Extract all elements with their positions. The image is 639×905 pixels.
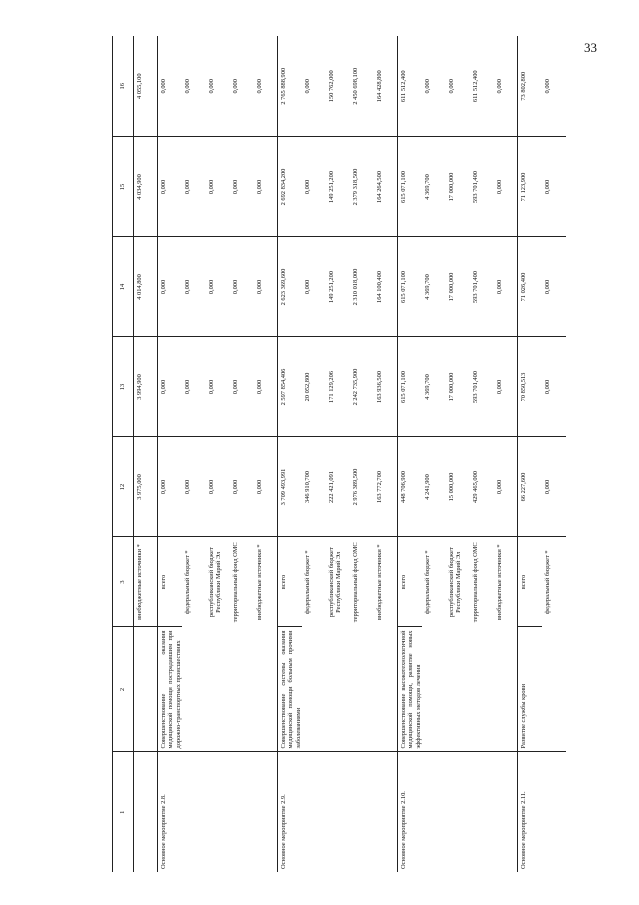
amount-cell: 17 000,000: [446, 137, 470, 237]
amount-cell: 0,000: [542, 237, 566, 337]
amount-cell: 0,000: [182, 337, 206, 437]
amount-cell: 66 227,600: [518, 437, 542, 537]
amount-cell: 615 071,100: [398, 237, 422, 337]
measure-title: Совершенствование системы оказания медицинской помощи больным прочими заболеваниями: [278, 627, 398, 752]
measure-title: Развитие службы крови: [518, 627, 566, 752]
amount-cell: 222 421,091: [326, 437, 350, 537]
amount-cell: 15 000,000: [446, 437, 470, 537]
amount-cell: 0,000: [158, 137, 182, 237]
amount-cell: 164 428,800: [374, 36, 398, 137]
amount-cell: 150 762,000: [326, 36, 350, 137]
amount-cell: 73 802,800: [518, 36, 542, 137]
amount-cell: 2 976 389,500: [350, 437, 374, 537]
amount-cell: 4 369,700: [422, 337, 446, 437]
amount-cell: 149 251,200: [326, 237, 350, 337]
measure-code: [134, 752, 158, 872]
amount-cell: 0,000: [206, 237, 230, 337]
measure-code: Основное мероприятие 2.8.: [158, 752, 278, 872]
amount-cell: 0,000: [206, 337, 230, 437]
amount-cell: 0,000: [542, 337, 566, 437]
amount-cell: 0,000: [230, 237, 254, 337]
col-header-15: 15: [113, 137, 134, 237]
rotated-table-container: [112, 36, 551, 872]
funding-source: внебюджетные источники *: [255, 544, 263, 621]
measure-code: Основное мероприятие 2.9.: [278, 752, 398, 872]
amount-cell: 0,000: [230, 36, 254, 137]
amount-cell: 0,000: [206, 137, 230, 237]
page-number: 33: [584, 40, 597, 55]
amount-cell: 71 123,900: [518, 137, 542, 237]
funding-source: внебюджетные источники *: [134, 537, 158, 627]
amount-cell: 17 000,000: [446, 337, 470, 437]
funding-source: республиканский бюджет Республики Марий Эл: [207, 547, 222, 618]
amount-cell: 4 055,100: [134, 36, 158, 137]
measure-title: Совершенствование высокотехнологичной медицинской помощи, развитие новых эффективных методов лечения: [398, 627, 518, 752]
funding-source: федеральный бюджет *: [423, 550, 431, 615]
amount-cell: 0,000: [206, 36, 230, 137]
table-row: [278, 36, 302, 872]
measure-code: Основное мероприятие 2.10.: [398, 752, 518, 872]
amount-cell: 3 994,900: [134, 337, 158, 437]
funding-source: всего: [398, 537, 422, 627]
amount-cell: 0,000: [254, 337, 278, 437]
measure-code: Основное мероприятие 2.11.: [518, 752, 566, 872]
funding-source: всего: [278, 537, 302, 627]
amount-cell: 163 772,700: [374, 437, 398, 537]
amount-cell: 4 369,700: [422, 137, 446, 237]
amount-cell: 0,000: [254, 137, 278, 237]
amount-cell: 163 936,500: [374, 337, 398, 437]
amount-cell: 448 706,900: [398, 437, 422, 537]
funding-source: всего: [518, 537, 542, 627]
funding-source: всего: [158, 537, 182, 627]
amount-cell: 593 701,400: [470, 237, 494, 337]
table-row: [134, 36, 158, 872]
amount-cell: 71 026,400: [518, 237, 542, 337]
amount-cell: 2 623 369,600: [278, 237, 302, 337]
col-header-3: 3: [113, 537, 134, 627]
amount-cell: 2 692 834,200: [278, 137, 302, 237]
header-row: [113, 36, 134, 872]
amount-cell: 164 264,500: [374, 137, 398, 237]
amount-cell: 0,000: [302, 36, 326, 137]
amount-cell: 4 034,900: [134, 137, 158, 237]
amount-cell: 0,000: [230, 437, 254, 537]
amount-cell: 2 597 854,406: [278, 337, 302, 437]
amount-cell: 2 310 018,000: [350, 237, 374, 337]
amount-cell: 17 000,000: [446, 237, 470, 337]
amount-cell: 0,000: [158, 437, 182, 537]
amount-cell: 0,000: [254, 36, 278, 137]
amount-cell: 20 052,800: [302, 337, 326, 437]
amount-cell: 0,000: [254, 237, 278, 337]
amount-cell: 0,000: [158, 237, 182, 337]
amount-cell: 0,000: [494, 337, 518, 437]
amount-cell: 2 379 318,500: [350, 137, 374, 237]
amount-cell: 615 071,100: [398, 337, 422, 437]
amount-cell: 611 512,400: [398, 36, 422, 137]
col-header-16: 16: [113, 36, 134, 137]
funding-source: территориальный фонд ОМС: [471, 542, 479, 623]
amount-cell: 0,000: [158, 337, 182, 437]
amount-cell: 0,000: [254, 437, 278, 537]
amount-cell: 0,000: [302, 137, 326, 237]
amount-cell: 2 242 735,900: [350, 337, 374, 437]
amount-cell: 429 465,000: [470, 437, 494, 537]
amount-cell: 0,000: [542, 36, 566, 137]
amount-cell: 0,000: [182, 137, 206, 237]
amount-cell: 3 709 493,991: [278, 437, 302, 537]
amount-cell: 2 765 888,900: [278, 36, 302, 137]
col-header-12: 12: [113, 437, 134, 537]
amount-cell: 70 850,513: [518, 337, 542, 437]
funding-source: территориальный фонд ОМС: [351, 542, 359, 623]
amount-cell: 4 241,900: [422, 437, 446, 537]
amount-cell: 593 701,400: [470, 137, 494, 237]
amount-cell: 0,000: [302, 237, 326, 337]
amount-cell: 0,000: [182, 437, 206, 537]
measure-title: [134, 627, 158, 752]
amount-cell: 164 100,400: [374, 237, 398, 337]
amount-cell: 593 701,400: [470, 337, 494, 437]
amount-cell: 0,000: [158, 36, 182, 137]
amount-cell: 149 251,200: [326, 137, 350, 237]
amount-cell: 0,000: [494, 437, 518, 537]
amount-cell: 0,000: [230, 137, 254, 237]
amount-cell: 615 071,100: [398, 137, 422, 237]
table-row: [398, 36, 422, 872]
funding-source: внебюджетные источники *: [495, 544, 503, 621]
amount-cell: 0,000: [182, 36, 206, 137]
amount-cell: 3 975,000: [134, 437, 158, 537]
funding-source: федеральный бюджет *: [543, 550, 551, 615]
table-row: [518, 36, 542, 872]
amount-cell: 0,000: [446, 36, 470, 137]
col-header-14: 14: [113, 237, 134, 337]
amount-cell: 4 014,800: [134, 237, 158, 337]
col-header-2: 2: [113, 627, 134, 752]
amount-cell: 0,000: [206, 437, 230, 537]
amount-cell: 0,000: [494, 137, 518, 237]
amount-cell: 0,000: [542, 137, 566, 237]
amount-cell: 611 512,400: [470, 36, 494, 137]
funding-source: республиканский бюджет Республики Марий Эл: [327, 547, 342, 618]
col-header-1: 1: [113, 752, 134, 872]
funding-source: федеральный бюджет *: [183, 550, 191, 615]
col-header-13: 13: [113, 337, 134, 437]
table-row: [158, 36, 182, 872]
amount-cell: 171 129,206: [326, 337, 350, 437]
amount-cell: 0,000: [230, 337, 254, 437]
amount-cell: 0,000: [182, 237, 206, 337]
measure-title: Совершенствование оказания медицинской помощи пострадавшим при дорожно-транспортных происшествиях: [158, 627, 278, 752]
funding-source: республиканский бюджет Республики Марий Эл: [447, 547, 462, 618]
amount-cell: 0,000: [542, 437, 566, 537]
amount-cell: 0,000: [422, 36, 446, 137]
funding-source: внебюджетные источники *: [375, 544, 383, 621]
amount-cell: 4 369,700: [422, 237, 446, 337]
amount-cell: 0,000: [494, 237, 518, 337]
amount-cell: 346 910,700: [302, 437, 326, 537]
funding-source: территориальный фонд ОМС: [231, 542, 239, 623]
budget-table: [112, 36, 566, 872]
funding-source: федеральный бюджет *: [303, 550, 311, 615]
amount-cell: 2 450 698,100: [350, 36, 374, 137]
amount-cell: 0,000: [494, 36, 518, 137]
